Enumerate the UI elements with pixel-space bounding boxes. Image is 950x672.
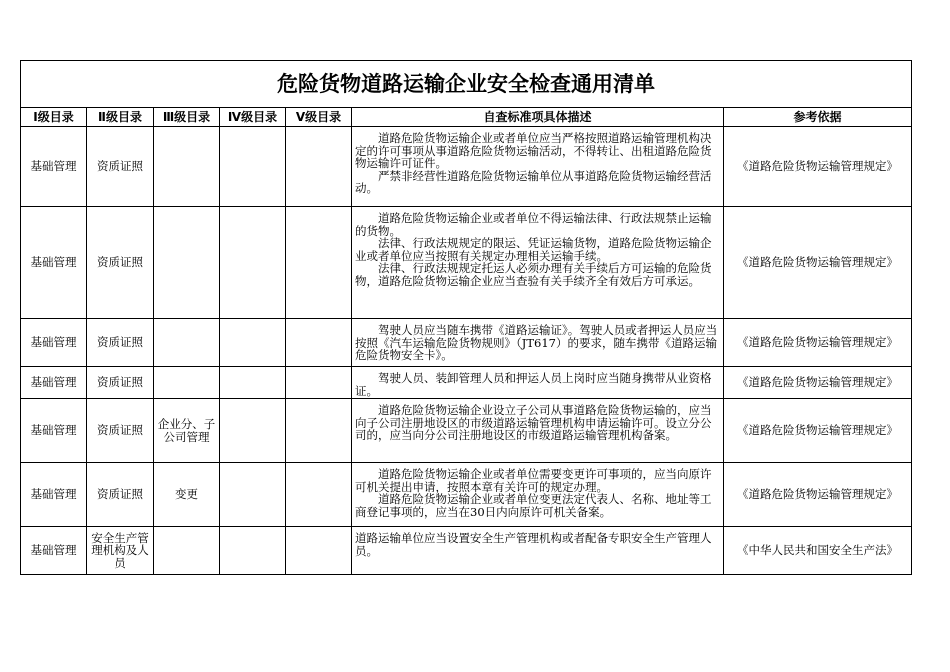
description-paragraph: 道路危险货物运输企业或者单位应当严格按照道路运输管理机构决定的许可事项从事道路危险货物运输活动，不得转让、出租道路危险货物运输许可证件。 [355,131,712,170]
cell-level-2: 资质证照 [87,399,154,463]
header-level-3: Ⅲ级目录 [154,108,220,127]
cell-level-3 [154,367,220,399]
table-row [21,207,912,319]
cell-level-3 [154,527,220,575]
description-paragraph: 驾驶人员、装卸管理人员和押运人员上岗时应当随身携带从业资格证。 [355,371,712,398]
cell-level-5 [286,319,352,367]
cell-description [352,399,724,463]
cell-level-1: 基础管理 [21,527,87,575]
cell-reference: 《中华人民共和国安全生产法》 [724,527,912,575]
cell-description [352,527,724,575]
description-paragraph: 法律、行政法规规定的限运、凭证运输货物，道路危险货物运输企业或者单位应当按照有关规定办理相关运输手续。 [355,236,712,263]
description-paragraph: 法律、行政法规规定托运人必须办理有关手续后方可运输的危险货物，道路危险货物运输企业应当查验有关手续齐全有效后方可承运。 [355,261,712,288]
table-row [21,127,912,207]
cell-level-1: 基础管理 [21,319,87,367]
cell-level-1: 基础管理 [21,463,87,527]
table-row [21,399,912,463]
cell-level-4 [220,463,286,527]
cell-level-2: 资质证照 [87,319,154,367]
cell-reference: 《道路危险货物运输管理规定》 [724,399,912,463]
cell-level-3 [154,127,220,207]
cell-level-4 [220,399,286,463]
table-row [21,367,912,399]
description-paragraph: 严禁非经营性道路危险货物运输单位从事道路危险货物运输经营活动。 [355,168,712,195]
cell-level-4 [220,207,286,319]
cell-description [352,319,724,367]
cell-description [352,127,724,207]
header-level-2: Ⅱ级目录 [87,108,154,127]
cell-level-3: 企业分、子公司管理 [154,399,220,463]
description-paragraph: 道路危险货物运输企业或者单位需要变更许可事项的，应当向原许可机关提出申请，按照本章有关许可的规定办理。 [355,467,712,494]
cell-level-5 [286,463,352,527]
cell-level-4 [220,127,286,207]
cell-level-2: 资质证照 [87,367,154,399]
header-level-4: Ⅳ级目录 [220,108,286,127]
header-reference: 参考依据 [724,108,912,127]
table-row [21,527,912,575]
description-paragraph: 道路危险货物运输企业或者单位变更法定代表人、名称、地址等工商登记事项的，应当在30日内向原许可机关备案。 [355,492,712,519]
description-paragraph: 驾驶人员应当随车携带《道路运输证》。驾驶人员或者押运人员应当按照《汽车运输危险货物规则》（JT617）的要求，随车携带《道路运输危险货物安全卡》。 [355,323,718,362]
page-title: 危险货物道路运输企业安全检查通用清单 [21,61,912,108]
table-row [21,463,912,527]
cell-level-3 [154,207,220,319]
header-description: 自查标准项具体描述 [352,108,724,127]
cell-level-4 [220,527,286,575]
cell-level-5 [286,207,352,319]
cell-level-1: 基础管理 [21,399,87,463]
description-paragraph: 道路危险货物运输企业或者单位不得运输法律、行政法规禁止运输的货物。 [355,211,712,238]
cell-level-5 [286,367,352,399]
header-row [21,108,912,127]
header-level-5: Ⅴ级目录 [286,108,352,127]
cell-level-4 [220,319,286,367]
cell-level-4 [220,367,286,399]
cell-reference: 《道路危险货物运输管理规定》 [724,127,912,207]
cell-description [352,207,724,319]
cell-level-5 [286,399,352,463]
cell-level-2: 资质证照 [87,463,154,527]
cell-level-1: 基础管理 [21,367,87,399]
cell-level-2: 资质证照 [87,127,154,207]
checklist-sheet [20,60,911,575]
cell-level-3: 变更 [154,463,220,527]
cell-reference: 《道路危险货物运输管理规定》 [724,463,912,527]
cell-level-3 [154,319,220,367]
cell-level-5 [286,127,352,207]
description-paragraph: 道路危险货物运输企业设立子公司从事道路危险货物运输的，应当向子公司注册地设区的市级道路运输管理机构申请运输许可。设立分公司的，应当向分公司注册地设区的市级道路运输管理机构备案。 [355,403,712,442]
cell-level-2: 安全生产管理机构及人员 [87,527,154,575]
cell-reference: 《道路危险货物运输管理规定》 [724,367,912,399]
description-paragraph: 道路运输单位应当设置安全生产管理机构或者配备专职安全生产管理人员。 [355,531,712,558]
checklist-table [20,60,912,575]
cell-level-1: 基础管理 [21,127,87,207]
cell-reference: 《道路危险货物运输管理规定》 [724,319,912,367]
cell-reference: 《道路危险货物运输管理规定》 [724,207,912,319]
cell-level-5 [286,527,352,575]
cell-level-1: 基础管理 [21,207,87,319]
table-row [21,319,912,367]
cell-description [352,367,724,399]
cell-level-2: 资质证照 [87,207,154,319]
header-level-1: Ⅰ级目录 [21,108,87,127]
cell-description [352,463,724,527]
